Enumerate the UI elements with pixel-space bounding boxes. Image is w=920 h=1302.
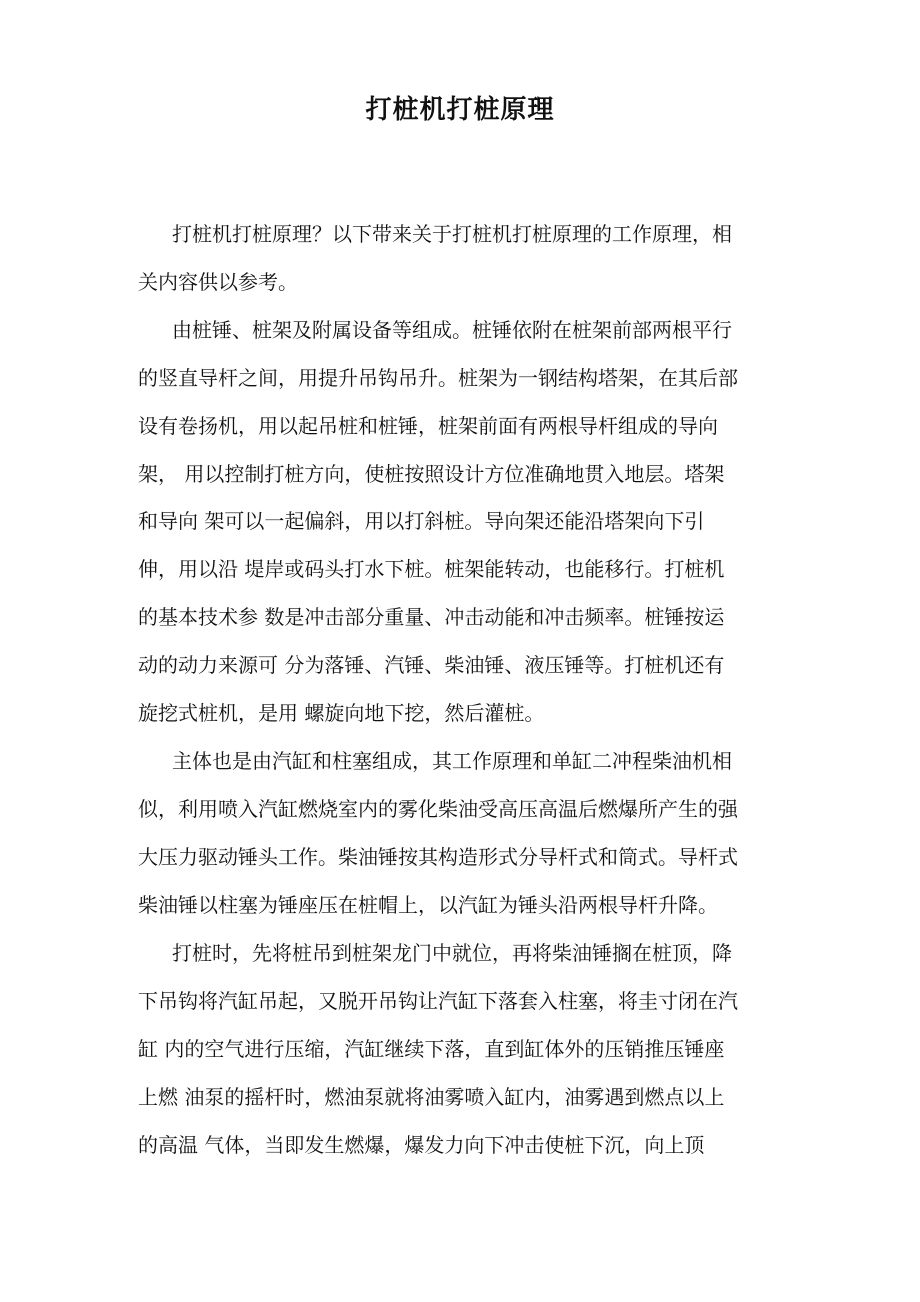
paragraph-line: 和导向 架可以一起偏斜，用以打斜桩。导向架还能沿塔架向下引 bbox=[138, 509, 705, 533]
document-title: 打桩机打桩原理 bbox=[365, 95, 555, 125]
paragraph-line: 关内容供以参考。 bbox=[138, 270, 298, 294]
paragraph-line: 打桩机打桩原理？以下带来关于打桩机打桩原理的工作原理，相 bbox=[172, 222, 732, 246]
paragraph-line: 主体也是由汽缸和柱塞组成，其工作原理和单缸二冲程柴油机相 bbox=[172, 749, 732, 773]
paragraph-line: 的竖直导杆之间，用提升吊钩吊升。桩架为一钢结构塔架，在其后部 bbox=[138, 366, 738, 390]
paragraph-line: 架， 用以控制打桩方向，使桩按照设计方位准确地贯入地层。塔架 bbox=[138, 462, 725, 486]
paragraph-line: 的高温 气体，当即发生燃爆，爆发力向下冲击使桩下沉，向上顶 bbox=[138, 1133, 705, 1157]
paragraph-line: 伸，用以沿 堤岸或码头打水下桩。桩架能转动，也能移行。打桩机 bbox=[138, 557, 725, 581]
paragraph-line: 由桩锤、桩架及附属设备等组成。桩锤依附在桩架前部两根平行 bbox=[172, 318, 732, 342]
paragraph-line: 柴油锤以柱塞为锤座压在桩帽上，以汽缸为锤头沿两根导杆升降。 bbox=[138, 893, 718, 917]
paragraph-line: 设有卷扬机，用以起吊桩和桩锤，桩架前面有两根导杆组成的导向 bbox=[138, 414, 718, 438]
paragraph-line: 下吊钩将汽缸吊起，又脱开吊钩让汽缸下落套入柱塞，将圭寸闭在汽 bbox=[138, 989, 738, 1013]
paragraph-line: 动的动力来源可 分为落锤、汽锤、柴油锤、液压锤等。打桩机还有 bbox=[138, 653, 725, 677]
paragraph-line: 似，利用喷入汽缸燃烧室内的雾化柴油受高压高温后燃爆所产生的强 bbox=[138, 797, 738, 821]
paragraph-line: 的基本技术参 数是冲击部分重量、冲击动能和冲击频率。桩锤按运 bbox=[138, 605, 725, 629]
paragraph-line: 旋挖式桩机，是用 螺旋向地下挖，然后灌桩。 bbox=[138, 701, 545, 725]
paragraph-line: 缸 内的空气进行压缩，汽缸继续下落，直到缸体外的压销推压锤座 bbox=[138, 1037, 725, 1061]
paragraph-line: 大压力驱动锤头工作。柴油锤按其构造形式分导杆式和筒式。导杆式 bbox=[138, 845, 738, 869]
paragraph-line: 上燃 油泵的摇杆时，燃油泵就将油雾喷入缸内，油雾遇到燃点以上 bbox=[138, 1085, 725, 1109]
paragraph-line: 打桩时，先将桩吊到桩架龙门中就位，再将柴油锤搁在桩顶，降 bbox=[172, 941, 732, 965]
